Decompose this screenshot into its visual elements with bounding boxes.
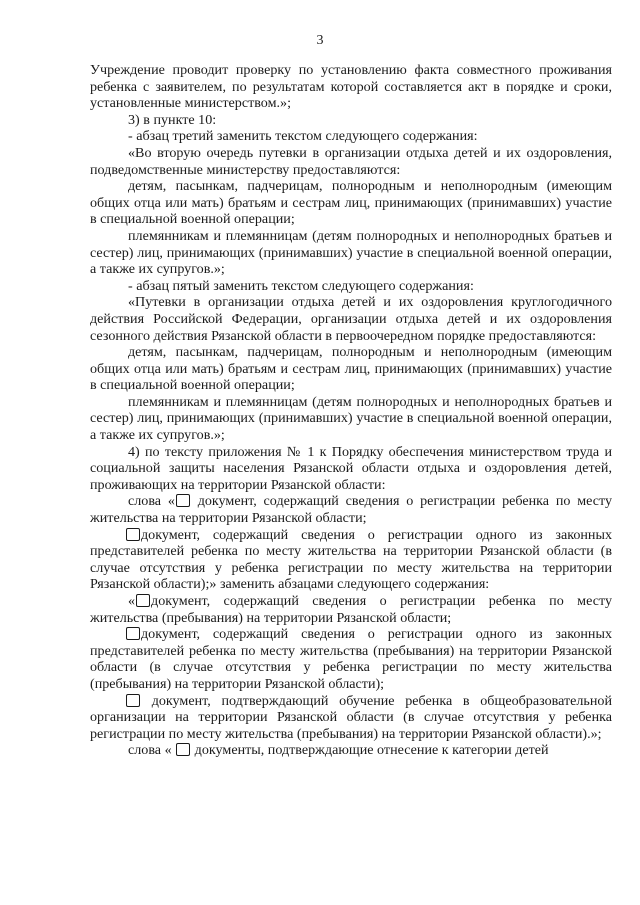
paragraph-14: [90, 593, 612, 626]
paragraph-17-text: документы, подтверждающие отнесение к категории детей: [191, 742, 549, 759]
paragraph-10: племянникам и племянницам (детям полнородных и неполнородных братьев и сестер) лиц, принимающих (принимавших) участие в специальной военной операции, а также их супругов.»;: [90, 393, 612, 444]
paragraph-15: [90, 626, 612, 692]
paragraph-6: племянникам и племянницам (детям полнородных и неполнородных братьев и сестер) лиц, принимающих (принимавших) участие в специальной военной операции, а также их супругов.»;: [90, 227, 612, 278]
paragraph-5: детям, пасынкам, падчерицам, полнородным и неполнородным (имеющим общих отца или мать) братьям и сестрам лиц, принимающих (принимавших) участие в специальной военной операции;: [90, 178, 612, 228]
paragraph-13: [90, 527, 612, 593]
paragraph-1: Учреждение проводит проверку по установлению факта совместного проживания ребенка с заявителем, по результатам которой составляется акт в порядке и сроки, установленные министерством.»;: [90, 62, 612, 112]
paragraph-12-text: документ, содержащий сведения о регистрации ребенка по месту жительства на территории Рязанской области;: [90, 493, 612, 527]
paragraph-13-text: документ, содержащий сведения о регистрации одного из законных представителей ребенка по месту жительства на территории Рязанской области (в случае отсутствия у ребенка регистрации по месту жительства на территории Рязанской области);» заменить абзацами следующего содержания:: [90, 526, 612, 593]
page-number: 3: [316, 33, 324, 48]
paragraph-7: - абзац пятый заменить текстом следующего содержания:: [128, 277, 474, 294]
paragraph-14-text: документ, содержащий сведения о регистрации ребенка по месту жительства (пребывания) на территории Рязанской области;: [90, 593, 612, 626]
paragraph-17: [90, 742, 612, 759]
paragraph-2: 3) в пункте 10:: [128, 111, 217, 128]
paragraph-12: [90, 493, 612, 526]
paragraph-8: «Путевки в организации отдыха детей и их оздоровления круглогодичного действия Российской Федерации, организации отдыха детей и их оздоровления сезонного действия Рязанской области в первоочередном порядке предоставляются:: [90, 294, 612, 344]
paragraph-16: [90, 693, 612, 743]
paragraph-9: детям, пасынкам, падчерицам, полнородным и неполнородным (имеющим общих отца или мать) братьям и сестрам лиц, принимающих (принимавших) участие в специальной военной операции;: [90, 344, 612, 394]
paragraph-15-text: документ, содержащий сведения о регистрации одного из законных представителей ребенка по месту жительства (пребывания) на территории Рязанской области (в случае отсутствия у ребенка регистрации по месту жительства (пребывания) на территории Рязанской области);: [90, 626, 612, 692]
checkbox-square-icon: [126, 694, 140, 707]
paragraph-4: «Во вторую очередь путевки в организации отдыха детей и их оздоровления, подведомственные министерству предоставляются:: [90, 144, 612, 178]
paragraph-12-prefix: слова «: [128, 493, 175, 510]
paragraph-3: - абзац третий заменить текстом следующего содержания:: [128, 128, 478, 145]
paragraph-16-text: документ, подтверждающий обучение ребенка в общеобразовательной организации на территории Рязанской области (в случае отсутствия у ребенка регистрации по месту жительства (пребывания) на территории Рязанской области).»;: [90, 692, 612, 742]
checkbox-square-icon: [136, 594, 150, 607]
document-body: [90, 62, 612, 759]
checkbox-square-icon: [126, 528, 140, 541]
paragraph-11: 4) по тексту приложения № 1 к Порядку обеспечения министерством труда и социальной защиты населения Рязанской области отдыха и оздоровления детей, проживающих на территории Рязанской области:: [90, 443, 612, 493]
checkbox-square-icon: [176, 743, 190, 756]
checkbox-square-icon: [176, 494, 190, 507]
checkbox-square-icon: [126, 627, 140, 640]
paragraph-14-prefix: «: [128, 593, 136, 609]
paragraph-17-prefix: слова «: [128, 742, 176, 759]
